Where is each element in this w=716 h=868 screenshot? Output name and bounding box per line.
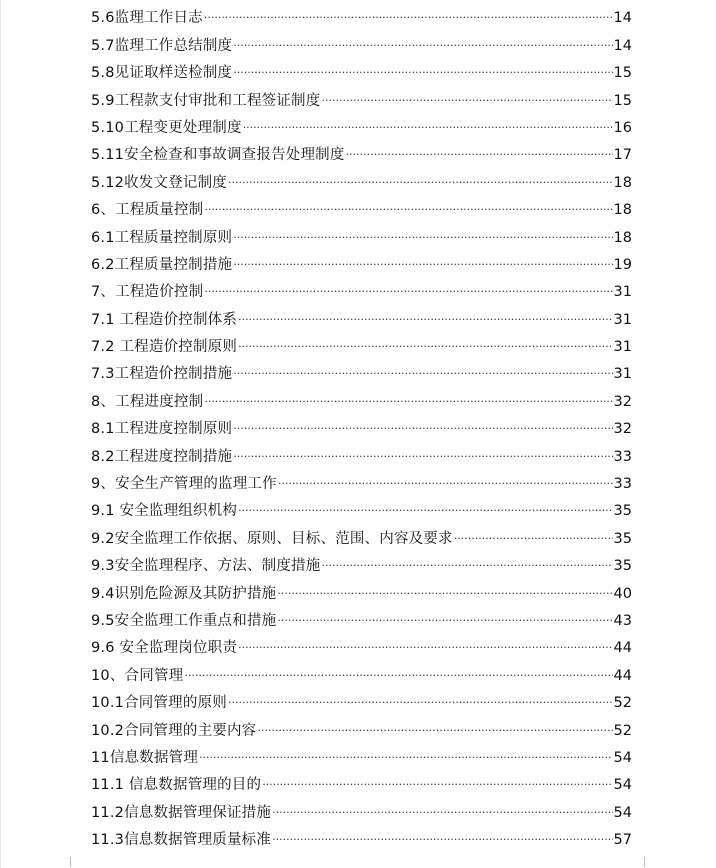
toc-entry-title: 11.1 信息数据管理的目的 xyxy=(91,777,262,794)
toc-entry-title: 5.9工程款支付审批和工程签证制度 xyxy=(91,92,321,109)
toc-leader-dots xyxy=(204,201,612,219)
toc-leader-dots xyxy=(243,119,613,137)
toc-entry-page: 52 xyxy=(613,722,632,739)
toc-leader-dots xyxy=(257,722,612,740)
toc-entry-page: 18 xyxy=(613,202,632,219)
toc-entry-title: 11.3信息数据管理质量标准 xyxy=(91,832,272,849)
toc-entry-page: 54 xyxy=(613,749,632,766)
toc-entry-page: 35 xyxy=(613,503,632,520)
toc-entry[interactable] xyxy=(91,56,632,83)
toc-entry-page: 32 xyxy=(613,393,632,410)
toc-entry[interactable] xyxy=(91,28,632,55)
toc-entry-page: 40 xyxy=(613,585,632,602)
toc-entry-title: 8、工程进度控制 xyxy=(91,393,204,410)
toc-entry-page: 43 xyxy=(613,612,632,629)
toc-entry-page: 31 xyxy=(613,339,632,356)
toc-leader-dots xyxy=(278,475,613,493)
toc-entry[interactable] xyxy=(91,631,632,658)
toc-leader-dots xyxy=(204,9,613,27)
toc-entry-page: 33 xyxy=(613,448,632,465)
toc-entry-title: 11信息数据管理 xyxy=(91,749,199,766)
page-edge xyxy=(0,0,1,868)
toc-entry-page: 16 xyxy=(613,119,632,136)
toc-entry-page: 52 xyxy=(613,695,632,712)
toc-entry-page: 19 xyxy=(613,256,632,273)
toc-entry[interactable] xyxy=(91,439,632,466)
toc-entry[interactable] xyxy=(91,549,632,576)
toc-leader-dots xyxy=(238,502,612,520)
toc-entry[interactable] xyxy=(91,686,632,713)
toc-entry-title: 7.3工程造价控制措施 xyxy=(91,366,233,383)
toc-leader-dots xyxy=(233,64,612,82)
toc-entry-page: 18 xyxy=(613,229,632,246)
toc-entry[interactable] xyxy=(91,275,632,302)
toc-entry-title: 9.4识别危险源及其防护措施 xyxy=(91,585,277,602)
toc-entry-page: 17 xyxy=(613,147,632,164)
toc-entry[interactable] xyxy=(91,795,632,822)
toc-entry-title: 9.2安全监理工作依据、原则、目标、范围、内容及要求 xyxy=(91,530,453,547)
toc-entry-page: 54 xyxy=(613,804,632,821)
toc-entry[interactable] xyxy=(91,248,632,275)
toc-leader-dots xyxy=(346,146,613,164)
toc-entry[interactable] xyxy=(91,357,632,384)
toc-entry-title: 5.7监理工作总结制度 xyxy=(91,37,233,54)
toc-entry-title: 9.1 安全监理组织机构 xyxy=(91,503,238,520)
toc-entry[interactable] xyxy=(91,330,632,357)
toc-entry-page: 31 xyxy=(613,311,632,328)
toc-leader-dots xyxy=(204,393,612,411)
toc-entry[interactable] xyxy=(91,302,632,329)
toc-entry-title: 6.2工程质量控制措施 xyxy=(91,256,233,273)
toc-entry[interactable] xyxy=(91,111,632,138)
toc-entry[interactable] xyxy=(91,823,632,850)
toc-entry-title: 7、工程造价控制 xyxy=(91,284,204,301)
toc-leader-dots xyxy=(238,338,612,356)
toc-entry[interactable] xyxy=(91,713,632,740)
toc-entry-page: 31 xyxy=(613,366,632,383)
toc-entry[interactable] xyxy=(91,741,632,768)
toc-entry-page: 14 xyxy=(613,10,632,27)
toc-leader-dots xyxy=(233,256,612,274)
toc-entry[interactable] xyxy=(91,138,632,165)
toc-entry-title: 10、合同管理 xyxy=(91,667,184,684)
toc-leader-dots xyxy=(233,37,612,55)
toc-leader-dots xyxy=(233,448,612,466)
toc-entry-title: 7.1 工程造价控制体系 xyxy=(91,311,238,328)
toc-entry[interactable] xyxy=(91,384,632,411)
toc-entry[interactable] xyxy=(91,494,632,521)
toc-entry[interactable] xyxy=(91,165,632,192)
toc-entry-title: 9.3安全监理程序、方法、制度措施 xyxy=(91,558,321,575)
toc-leader-dots xyxy=(454,530,613,548)
toc-entry-page: 31 xyxy=(613,284,632,301)
toc-entry-page: 15 xyxy=(613,92,632,109)
toc-leader-dots xyxy=(233,365,612,383)
toc-entry-title: 8.2工程进度控制措施 xyxy=(91,448,233,465)
toc-entry-title: 9、安全生产管理的监理工作 xyxy=(91,476,277,493)
toc-leader-dots xyxy=(238,311,612,329)
toc-entry[interactable] xyxy=(91,220,632,247)
toc-leader-dots xyxy=(204,283,612,301)
toc-entry-page: 57 xyxy=(613,832,632,849)
toc-entry-title: 10.1合同管理的原则 xyxy=(91,695,227,712)
toc-entry-page: 35 xyxy=(613,558,632,575)
toc-leader-dots xyxy=(321,92,612,110)
crop-mark-left xyxy=(62,857,71,867)
toc-entry-page: 14 xyxy=(613,37,632,54)
toc-entry-title: 9.6 安全监理岗位职责 xyxy=(91,640,238,657)
toc-leader-dots xyxy=(184,667,612,685)
toc-entry-title: 6、工程质量控制 xyxy=(91,202,204,219)
toc-entry-title: 11.2信息数据管理保证措施 xyxy=(91,804,272,821)
toc-entry[interactable] xyxy=(91,1,632,28)
toc-entry[interactable] xyxy=(91,467,632,494)
toc-entry-title: 8.1工程进度控制原则 xyxy=(91,421,233,438)
toc-entry-title: 5.6监理工作日志 xyxy=(91,10,203,27)
toc-entry[interactable] xyxy=(91,768,632,795)
toc-entry[interactable] xyxy=(91,521,632,548)
toc-leader-dots xyxy=(272,831,612,849)
toc-entry-title: 5.8见证取样送检制度 xyxy=(91,65,233,82)
toc-leader-dots xyxy=(262,776,612,794)
toc-entry[interactable] xyxy=(91,412,632,439)
toc-entry-title: 7.2 工程造价控制原则 xyxy=(91,339,238,356)
toc-leader-dots xyxy=(277,585,612,603)
toc-leader-dots xyxy=(228,694,613,712)
toc-leader-dots xyxy=(277,612,612,630)
toc-entry-page: 33 xyxy=(613,476,632,493)
toc-entry-title: 5.12收发文登记制度 xyxy=(91,174,227,191)
toc-entry-page: 18 xyxy=(613,174,632,191)
toc-entry-title: 5.11安全检查和事故调查报告处理制度 xyxy=(91,147,345,164)
toc-entry-title: 9.5安全监理工作重点和措施 xyxy=(91,612,277,629)
toc-entry-page: 32 xyxy=(613,421,632,438)
toc-entry-title: 6.1工程质量控制原则 xyxy=(91,229,233,246)
toc-entry[interactable] xyxy=(91,658,632,685)
toc-entry-page: 15 xyxy=(613,65,632,82)
toc-entry-title: 5.10工程变更处理制度 xyxy=(91,119,242,136)
table-of-contents xyxy=(91,1,632,850)
toc-entry-page: 35 xyxy=(613,530,632,547)
toc-leader-dots xyxy=(238,639,612,657)
toc-leader-dots xyxy=(233,420,612,438)
toc-leader-dots xyxy=(228,174,613,192)
toc-leader-dots xyxy=(233,229,612,247)
toc-entry-page: 44 xyxy=(613,667,632,684)
toc-leader-dots xyxy=(199,749,612,767)
toc-entry[interactable] xyxy=(91,576,632,603)
toc-leader-dots xyxy=(321,557,612,575)
toc-entry-title: 10.2合同管理的主要内容 xyxy=(91,722,257,739)
toc-entry-page: 44 xyxy=(613,640,632,657)
toc-entry[interactable] xyxy=(91,193,632,220)
toc-entry[interactable] xyxy=(91,83,632,110)
toc-leader-dots xyxy=(272,804,612,822)
toc-entry-page: 54 xyxy=(613,777,632,794)
crop-mark-right xyxy=(644,857,653,867)
toc-entry[interactable] xyxy=(91,604,632,631)
